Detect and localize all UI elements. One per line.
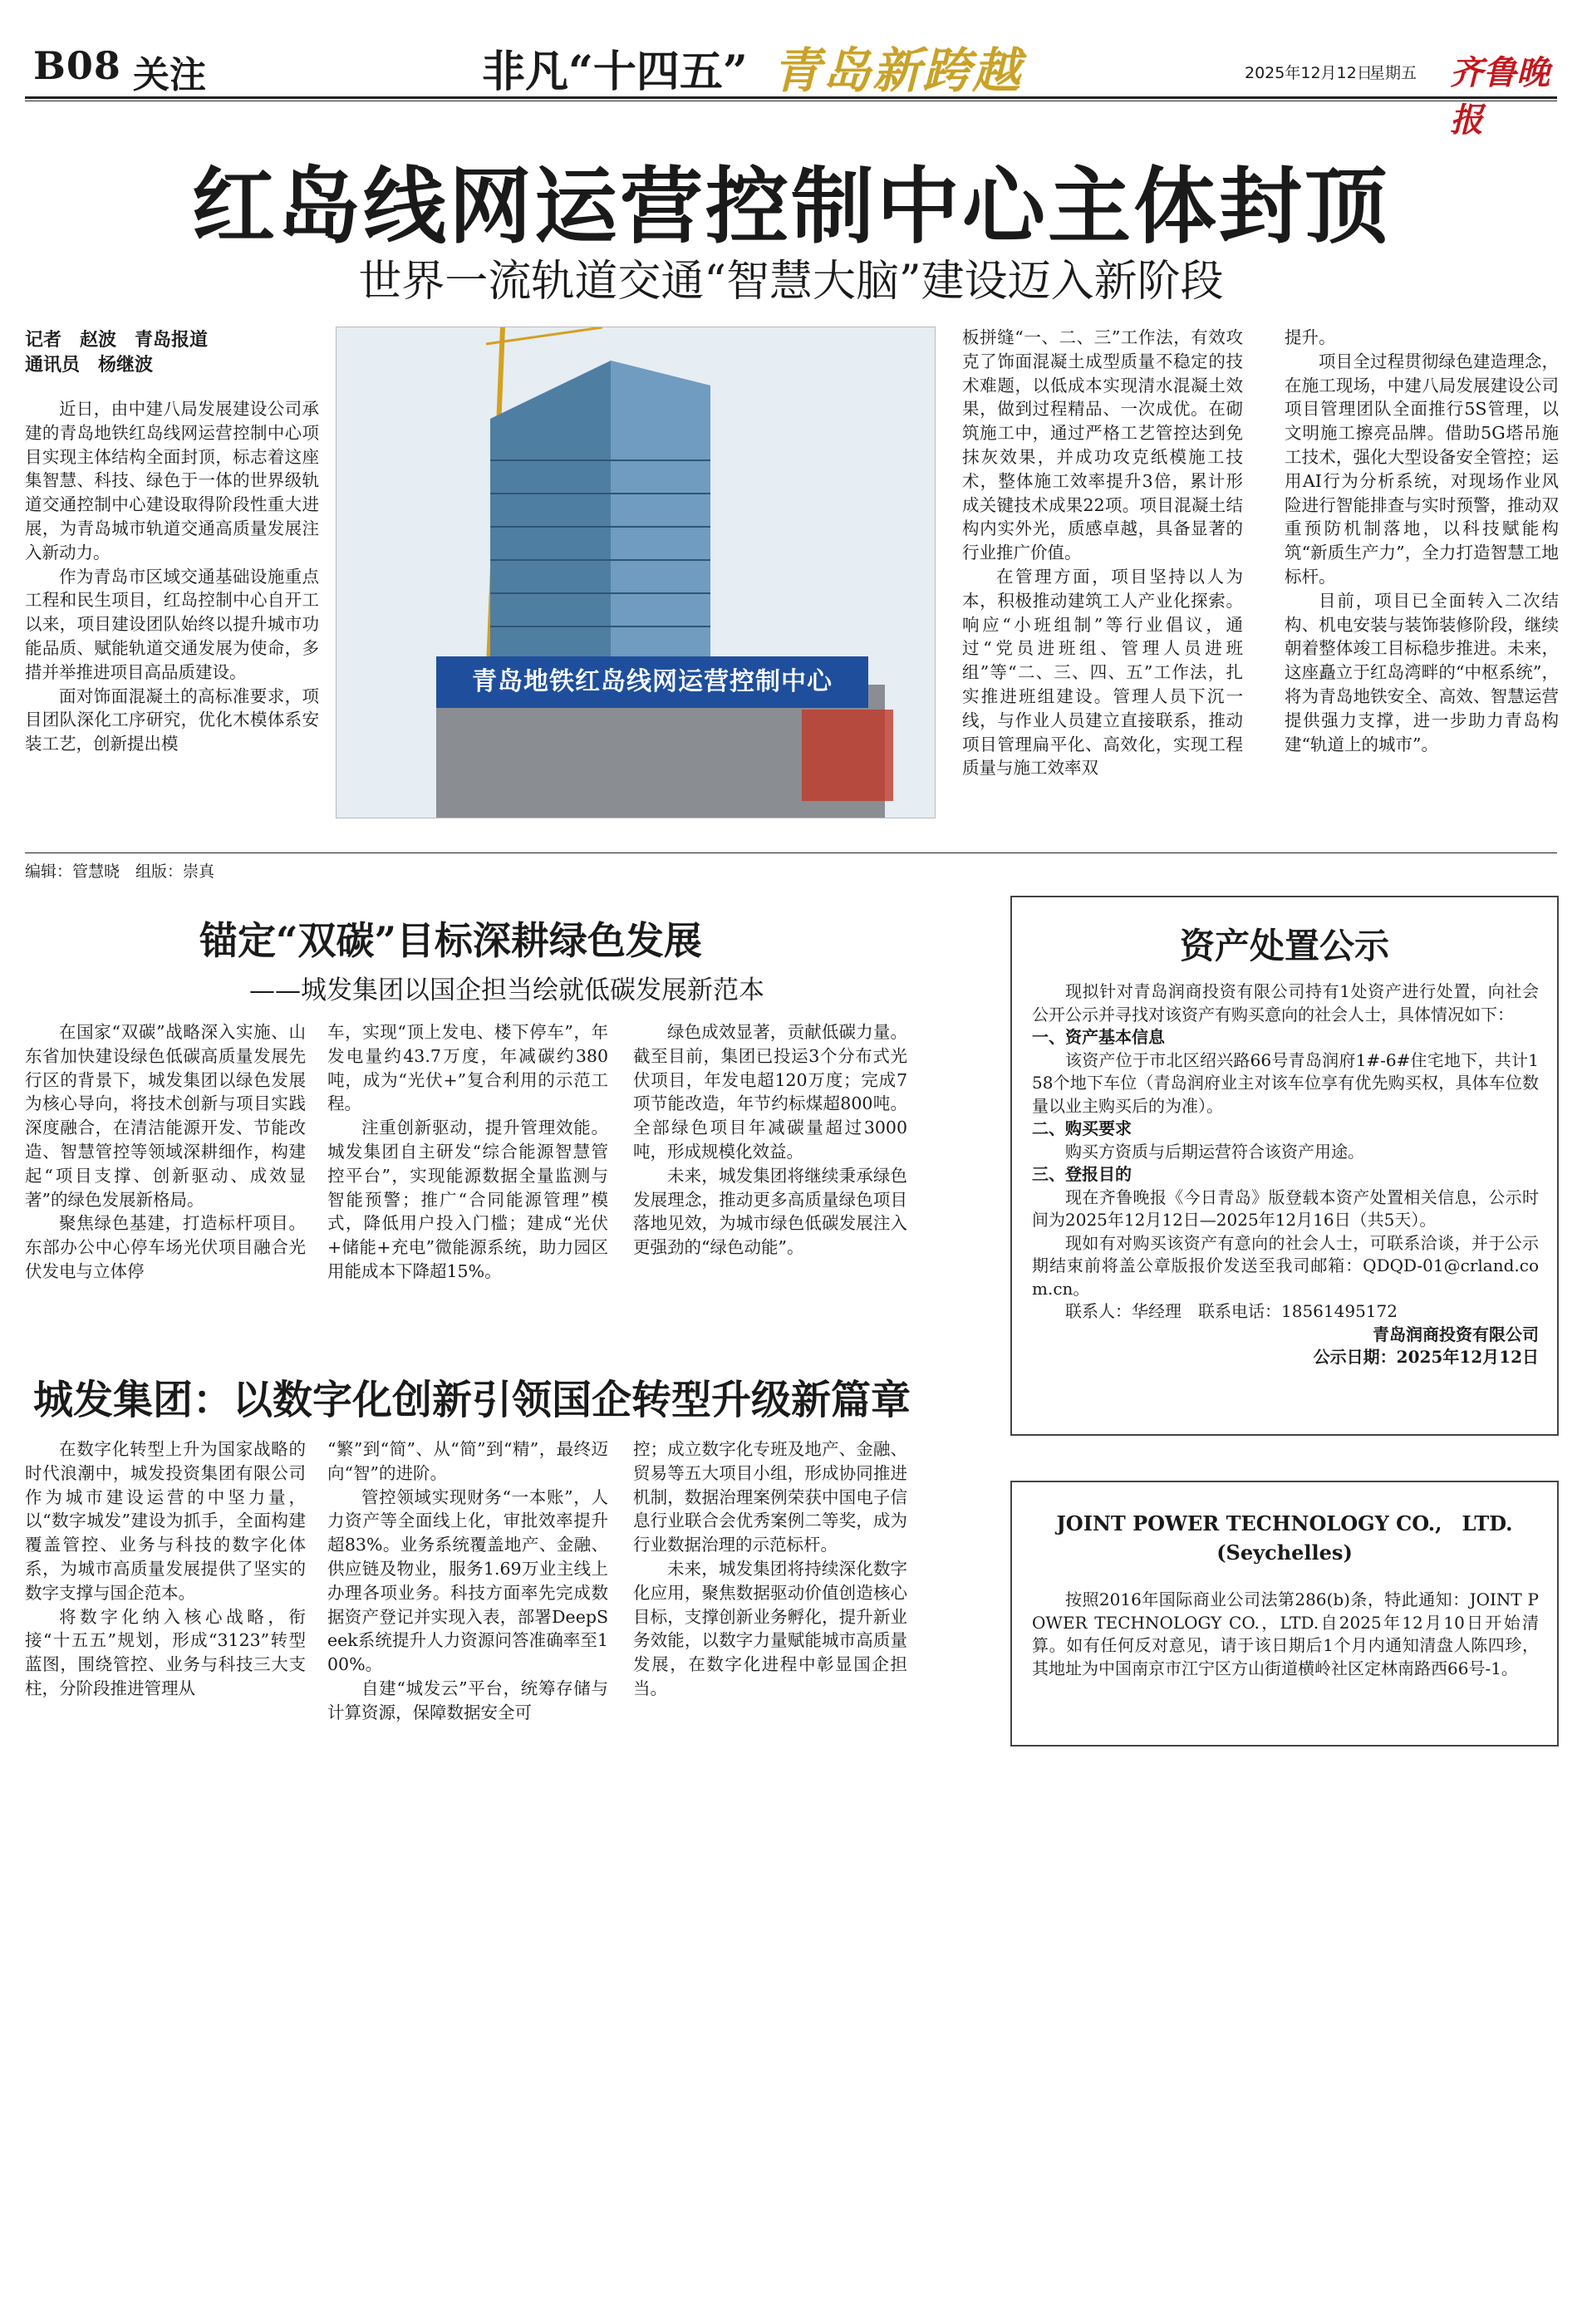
paragraph: 注重创新驱动，提升管理效能。城发集团自主研发“综合能源智慧管控平台”，实现能源数据全量监测与智能预警；推广“合同能源管理”模式，降低用户投入门槛；建成“光伏+储能+充电”微能源系统，助力园区用能成本下降超15%。 [327,1118,608,1281]
paragraph: 提升。 [1285,327,1336,347]
paragraph: 在数字化转型上升为国家战略的时代浪潮中，城发投资集团有限公司作为城市建设运营的中坚力量，以“数字城发”建设为抓手，全面构建覆盖管控、业务与科技的数字化体系，为城市高质量发展提供了坚实的数字支撑与国企范本。 [25,1439,306,1603]
notice-contact: 联系人：华经理 联系电话：18561495172 [1065,1301,1398,1321]
building-illustration [337,327,935,818]
header-rule [25,96,1557,99]
article2-column-1 [25,1020,306,1284]
issue-date: 2025年12月12日 [1245,64,1373,82]
paragraph: 在管理方面，项目坚持以人为本，积极推动建筑工人产业化探索。响应“小班组制”等行业倡议，通过“党员进班组、管理人员进班组”等“二、三、四、五”工作法，扎实推进班组建设。管理人员下沉一线，与作业人员建立直接联系，推动项目管理扁平化、高效化，实现工程质量与施工效率双 [962,566,1243,779]
column-title: 非凡“十四五” [482,47,748,97]
paragraph: 项目全过程贯彻绿色建造理念，在施工现场，中建八局发展建设公司项目管理团队全面推行5S管理，以文明施工擦亮品牌。借助5G塔吊施工技术，强化大型设备安全管控；运用AI行为分析系统，对现场作业风险进行智能排查与实时预警，推动双重预防机制落地，以科技赋能构筑“新质生产力”，全力打造智慧工地标杆。 [1285,351,1559,587]
paragraph: 车，实现“顶上发电、楼下停车”，年发电量约43.7万度，年减碳约380吨，成为“光伏+”复合利用的示范工程。 [327,1022,608,1114]
notice-title: 资产处置公示 [1179,926,1389,966]
newspaper-logo: 齐鲁晚报 [1450,53,1550,140]
liquidation-notice-body: 按照2016年国际商业公司法第286(b)条，特此通知：JOINT POWER TECHNOLOGY CO.，LTD.自2025年12月10日开始清算。如有任何反对意见，请于该日期后1个月内通知清盘人陈四珍，其地址为中国南京市江宁区方山街道横岭社区定林南路西66号-1。 [1032,1589,1539,1678]
notice-intro: 现拟针对青岛润商投资有限公司持有1处资产进行处置，向社会公开公示并寻找对该资产有购买意向的社会人士，具体情况如下： [1032,981,1539,1024]
article2-column-2 [327,1020,608,1284]
article3-column-2 [327,1437,608,1725]
page-number: B08 [33,43,121,88]
lead-article-column-3 [1285,326,1559,756]
building-photo [336,327,936,818]
article3-column-3 [633,1437,907,1701]
section-divider [25,852,1557,853]
paragraph: 作为青岛市区域交通基础设施重点工程和民生项目，红岛控制中心自开工以来，项目建设团队始终以提升城市功能品质、赋能轨道交通发展为使命，多措并举推进项目高品质建设。 [25,566,319,682]
paragraph: 聚焦绿色基建，打造标杆项目。东部办公中心停车场光伏项目融合光伏发电与立体停 [25,1213,306,1281]
paragraph: 将数字化纳入核心战略，衔接“十五五”规划，形成“3123”转型蓝图，围绕管控、业务与科技三大支柱，分阶段推进管理从 [25,1606,306,1698]
section-name: 关注 [133,54,206,96]
notice-paragraph: 购买方资质与后期运营符合该资产用途。 [1065,1141,1364,1162]
article2-column-3 [633,1020,907,1260]
article2-headline: 锚定“双碳”目标深耕绿色发展 [199,918,702,963]
paragraph: 近日，由中建八局发展建设公司承建的青岛地铁红岛线网运营控制中心项目实现主体结构全面封顶，标志着这座集智慧、科技、绿色于一体的世界级轨道交通控制中心建设取得阶段性重大进展，为青岛城市轨道交通高质量发展注入新动力。 [25,399,319,563]
paragraph: 控；成立数字化专班及地产、金融、贸易等五大项目小组，形成协同推进机制，数据治理案例荣获中国电子信息行业联合会优秀案例二等奖，成为行业数据治理的示范标杆。 [633,1439,907,1555]
editor-credit: 编辑：管慧晓 组版：崇真 [25,862,215,881]
liquidation-notice [1010,1481,1559,1747]
paragraph: 在国家“双碳”战略深入实施、山东省加快建设绿色低碳高质量发展先行区的背景下，城发集团以绿色发展为核心导向，将技术创新与项目实践深度融合，在清洁能源开发、节能改造、智慧管控等领域深耕细作，构建起“项目支撑、创新驱动、成效显著”的绿色发展新格局。 [25,1022,306,1210]
article3-column-1 [25,1437,306,1701]
notice-date: 公示日期：2025年12月12日 [1313,1347,1539,1367]
notice-paragraph: 该资产位于市北区绍兴路66号青岛润府1#-6#住宅地下，共计158个地下车位（青岛润府业主对该车位享有优先购买权，具体车位数量以业主购买后的为准）。 [1032,1049,1539,1116]
column-slogan: 青岛新跨越 [773,42,1023,99]
notice-company: 青岛润商投资有限公司 [1373,1324,1539,1344]
article3-headline: 城发集团：以数字化创新引领国企转型升级新篇章 [33,1377,911,1423]
lead-subheadline: 世界一流轨道交通“智慧大脑”建设迈入新阶段 [358,257,1224,307]
notice-heading-1: 一、资产基本信息 [1032,1027,1165,1047]
notice-heading-2: 二、购买要求 [1032,1118,1132,1138]
paragraph: 未来，城发集团将持续深化数字化应用，聚焦数据驱动价值创造核心目标，支撑创新业务孵化，提升新业务效能，以数字力量赋能城市高质量发展，在数字化进程中彰显国企担当。 [633,1558,907,1698]
article2-subheadline: ——城发集团以国企担当绘就低碳发展新范本 [249,975,764,1005]
paragraph: 绿色成效显著，贡献低碳力量。截至目前，集团已投运3个分布式光伏项目，年发电超120万度；完成7项节能改造，年节约标煤超800吨。全部绿色项目年减碳量超过3000吨，形成规模化效益。 [633,1022,907,1162]
paragraph: 管控领域实现财务“一本账”，人力资产等全面线上化，审批效率提升超83%。业务系统覆盖地产、金融、供应链及物业，服务1.69万业主线上办理各项业务。科技方面率先完成数据资产登记并实现入表，部署DeepSeek系统提升人力资源问答准确率至100%。 [327,1486,608,1675]
byline-correspondent: 通讯员 杨继波 [25,354,154,376]
liquidation-notice-title: JOINT POWER TECHNOLOGY CO., LTD. [1056,1511,1513,1535]
paragraph: “繁”到“简”、从“简”到“精”，最终迈向“智”的进阶。 [327,1439,608,1483]
issue-weekday: 星期五 [1369,64,1417,82]
byline-reporter: 记者 赵波 青岛报道 [25,329,209,351]
notice-paragraph: 现如有对购买该资产有意向的社会人士，可联系洽谈，并于公示期结束前将盖公章版报价发送至我司邮箱：QDQD-01@crland.com.cn。 [1032,1232,1539,1299]
photo-sign-caption: 青岛地铁红岛线网运营控制中心 [436,656,868,708]
lead-article-column-2 [962,326,1243,780]
paragraph: 目前，项目已全面转入二次结构、机电安装与装饰装修阶段，继续朝着整体竣工目标稳步推进。未来，这座矗立于红岛湾畔的“中枢系统”，将为青岛地铁安全、高效、智慧运营提供强力支撑，进一步助力青岛构建“轨道上的城市”。 [1285,590,1559,754]
notice-body [1032,980,1539,1369]
notice-paragraph: 现在齐鲁晚报《今日青岛》版登载本资产处置相关信息，公示时间为2025年12月12日—2025年12月16日（共5天）。 [1032,1187,1539,1230]
paragraph: 自建“城发云”平台，统筹存储与计算资源，保障数据安全可 [327,1678,608,1722]
paragraph: 板拼缝“一、二、三”工作法，有效攻克了饰面混凝土成型质量不稳定的技术难题，以低成本实现清水混凝土效果，做到过程精品、一次成优。在砌筑施工中，通过严格工艺管控达到免抹灰效果，并成功攻克纸模施工技术，整体施工效率提升3倍，累计形成关键技术成果22项。项目混凝土结构内实外光，质感卓越，具备显著的行业推广价值。 [962,327,1243,563]
notice-heading-3: 三、登报目的 [1032,1164,1132,1184]
lead-headline: 红岛线网运营控制中心主体封顶 [192,157,1390,255]
lead-article-column-1 [25,397,319,756]
paragraph: 未来，城发集团将继续秉承绿色发展理念，推动更多高质量绿色项目落地见效，为城市绿色低碳发展注入更强劲的“绿色动能”。 [633,1165,907,1258]
liquidation-notice-subtitle: (Seychelles) [1216,1540,1353,1565]
asset-disposal-notice [1010,896,1559,1436]
paragraph: 面对饰面混凝土的高标准要求，项目团队深化工序研究，优化木模体系安装工艺，创新提出模 [25,685,319,754]
